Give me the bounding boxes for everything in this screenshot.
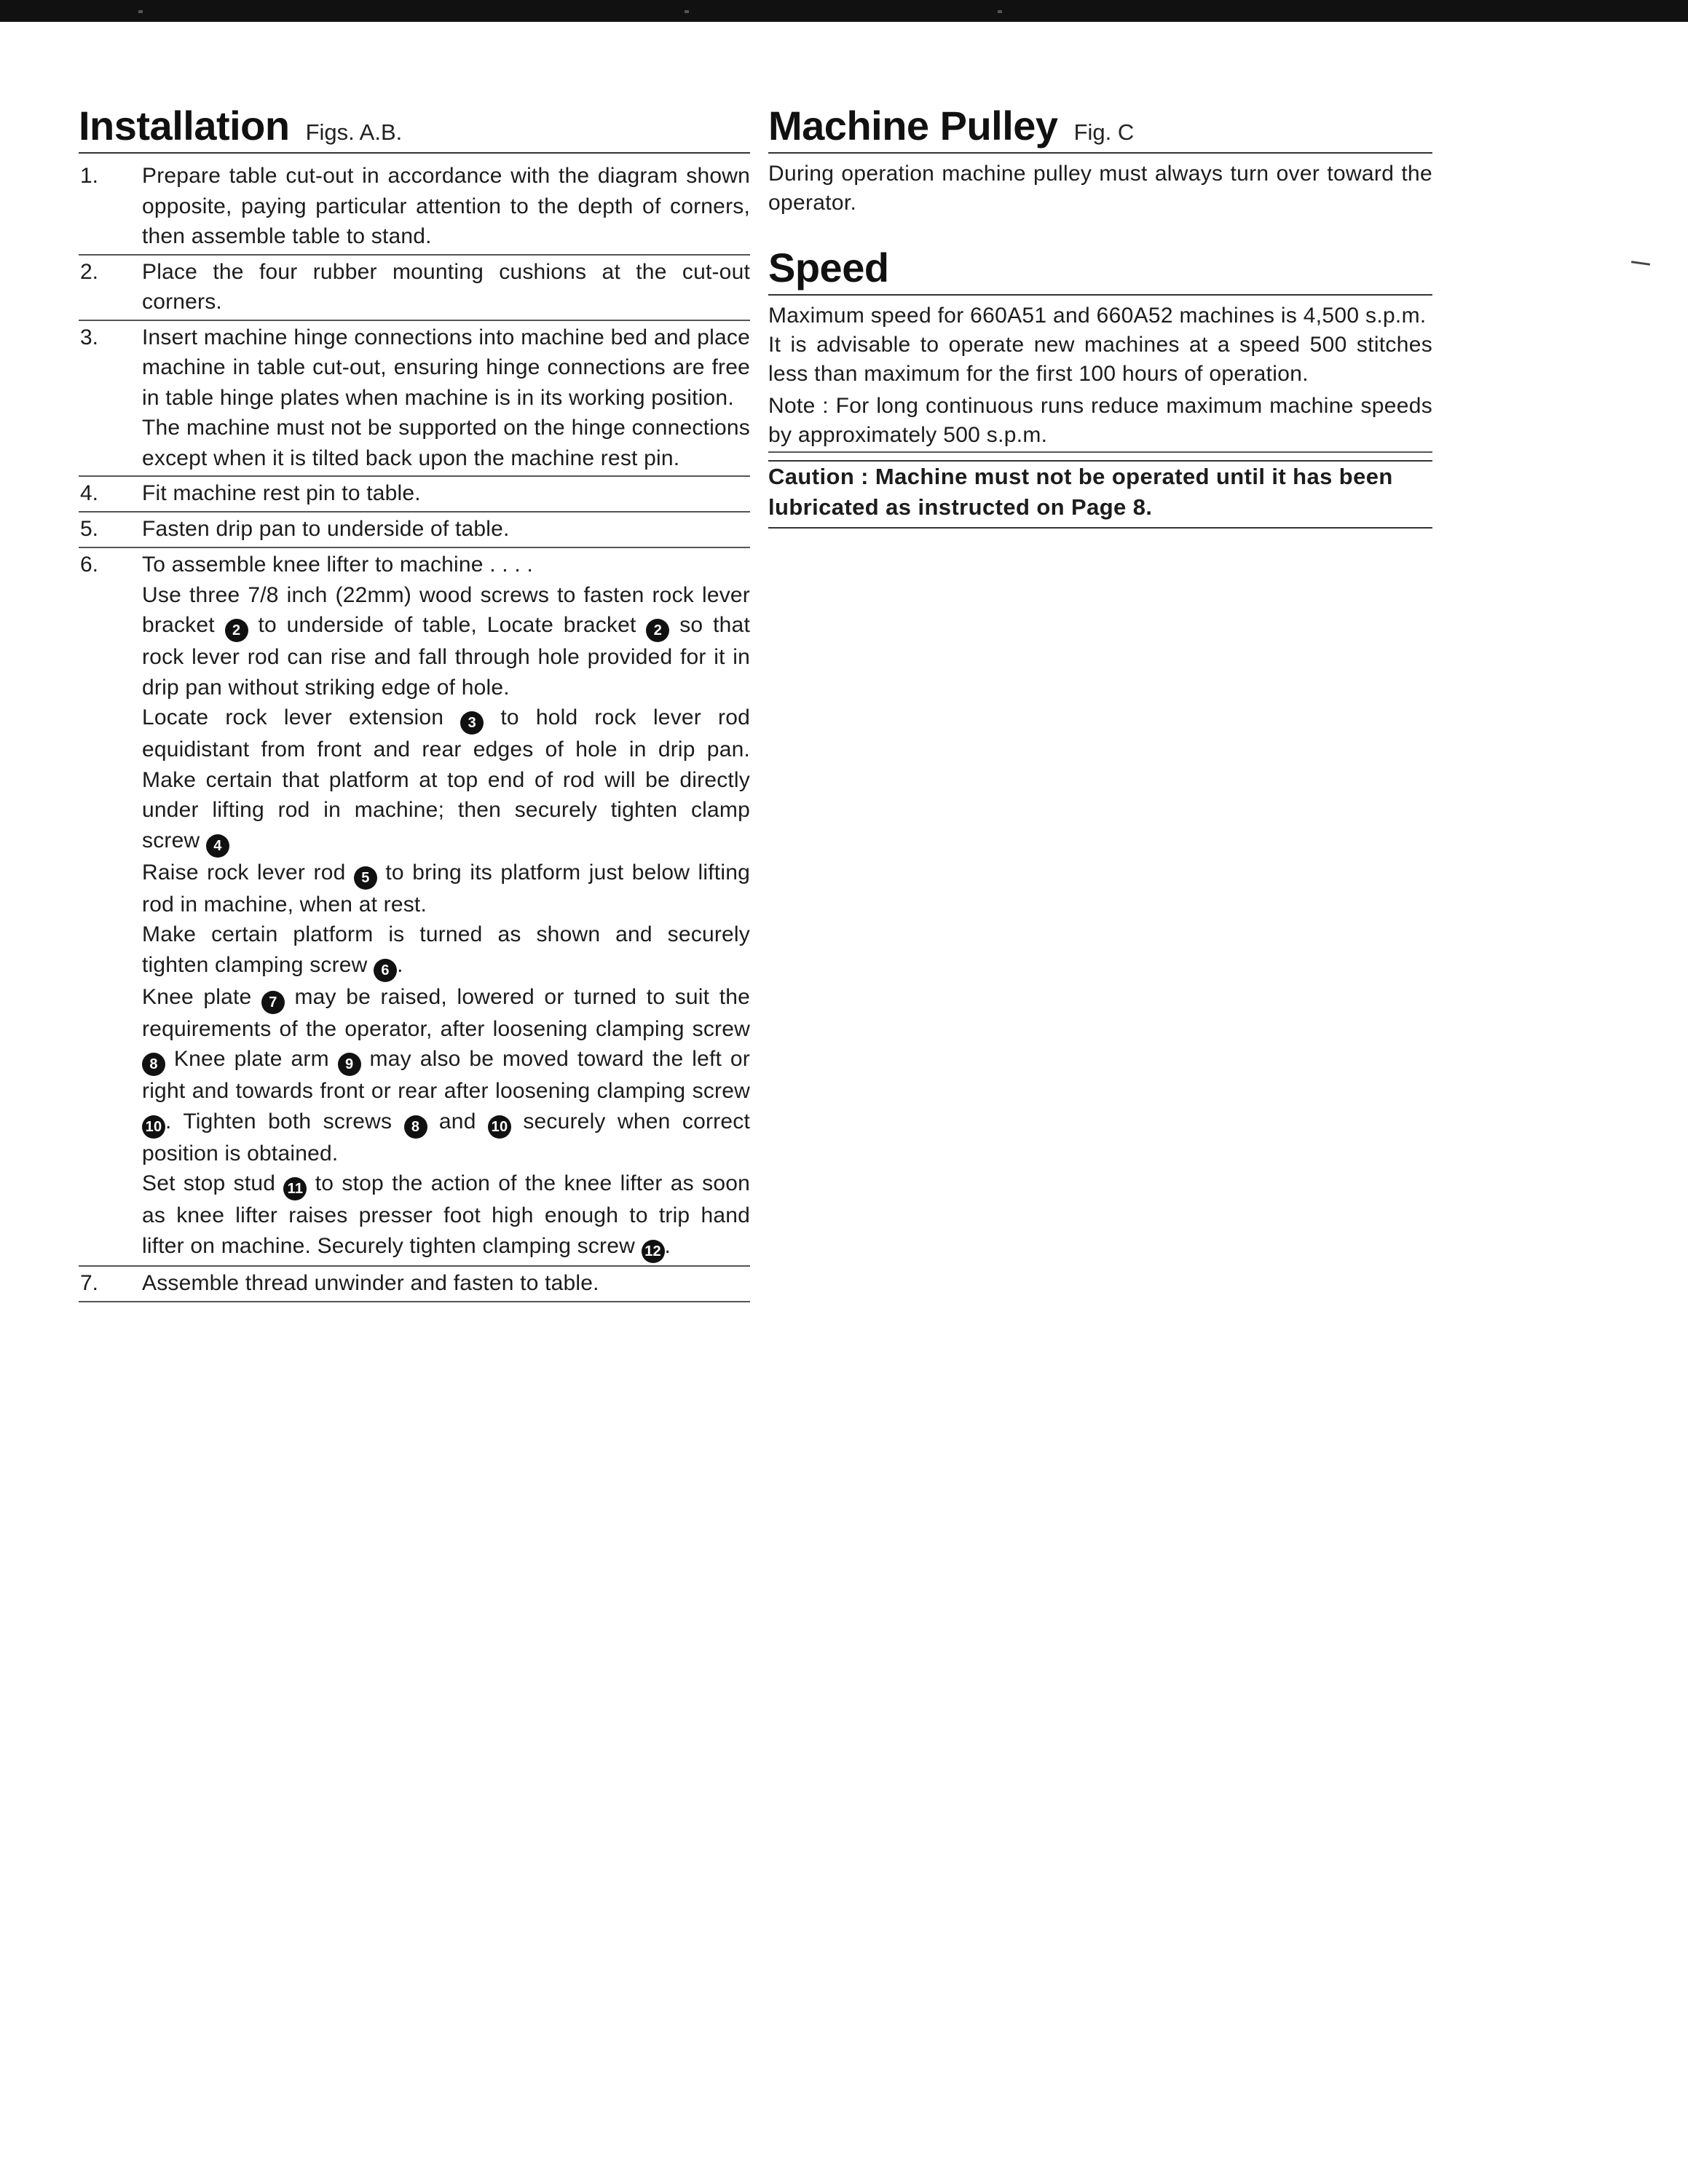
callout-4: 4 — [206, 834, 229, 858]
item-number: 3. — [80, 325, 99, 349]
list-item — [79, 477, 750, 513]
list-item — [79, 1267, 750, 1302]
installation-fig-ref: Figs. A.B. — [305, 119, 403, 145]
right-column — [768, 102, 1432, 529]
callout-9: 9 — [338, 1053, 361, 1076]
speed-max-text: Maximum speed for 660A51 and 660A52 machines is 4,500 s.p.m. — [768, 304, 1427, 328]
pulley-heading — [768, 102, 1432, 154]
callout-8: 8 — [404, 1115, 427, 1139]
item-number: 5. — [80, 517, 99, 541]
callout-6: 6 — [374, 959, 397, 982]
callout-10: 10 — [142, 1115, 165, 1139]
scan-speck — [685, 10, 689, 13]
item-text: Make certain platform is turned as shown and securely tighten clamping screw 6 . — [142, 919, 750, 982]
item-number: 7. — [80, 1270, 99, 1295]
speed-heading — [768, 244, 1432, 296]
item-text: Insert machine hinge connections into machine bed and place machine in table cut-out, ensuring hinge connections are free in table hinge plates when machine is in its working position. — [142, 325, 750, 410]
item-text: The machine must not be supported on the hinge connections except when it is tilted back upon the machine rest pin. — [142, 416, 750, 470]
item-text: Assemble thread unwinder and fasten to table. — [142, 1270, 599, 1295]
callout-3: 3 — [460, 711, 484, 735]
item-text: Knee plate 7 may be raised, lowered or turned to suit the requirements of the operator, after loosening clamping screw 8 Knee plate arm 9 may also be moved toward the left or right and towards front or rear after loosening clamping screw 10 . Tighten both screws 8 and 10 securely when correct position is obtained. — [142, 984, 751, 1166]
list-item — [79, 548, 750, 1267]
callout-10: 10 — [488, 1115, 511, 1139]
speed-new-machine-text: It is advisable to operate new machines at a speed 500 stitches less than maximum for the first 100 hours of operation. — [768, 333, 1432, 386]
callout-2: 2 — [646, 619, 669, 642]
speed-note: Note : For long continuous runs reduce maximum machine speeds by approximately 500 s.p.m. — [768, 392, 1432, 453]
pulley-title: Machine Pulley — [768, 103, 1058, 149]
item-text: Fasten drip pan to underside of table. — [142, 517, 510, 541]
callout-2: 2 — [225, 619, 248, 642]
item-number: 6. — [80, 553, 99, 577]
installation-section — [79, 102, 750, 1302]
pulley-text: During operation machine pulley must always turn over toward the operator. — [768, 162, 1432, 215]
item-text: Place the four rubber mounting cushions at the cut-out corners. — [142, 259, 750, 314]
lubrication-caution: Caution : Machine must not be operated until it has been lubricated as instructed on Page 8. — [768, 460, 1432, 529]
list-item — [79, 321, 750, 478]
item-text: Prepare table cut-out in accordance with the diagram shown opposite, paying particular attention to the depth of corners, then assemble table to stand. — [142, 164, 750, 248]
speed-title: Speed — [768, 245, 889, 290]
item-text: Set stop stud 11 to stop the action of the knee lifter as soon as knee lifter raises presser foot high enough to trip hand lifter on machine. Securely tighten clamping screw 12 . — [142, 1168, 750, 1263]
callout-7: 7 — [261, 991, 285, 1014]
scan-speck — [138, 10, 143, 13]
stray-mark — [1631, 261, 1650, 266]
list-item — [79, 513, 750, 548]
item-text: Locate rock lever extension 3 to hold rock lever rod equidistant from front and rear edges of hole in drip pan. Make certain that platform at top end of rod will be directly under lifting rod in machine; then securely tighten clamp screw 4 — [142, 703, 750, 858]
callout-12: 12 — [642, 1240, 665, 1263]
pulley-fig-ref: Fig. C — [1073, 119, 1135, 145]
item-text: Raise rock lever rod 5 to bring its platform just below lifting rod in machine, when at rest. — [142, 860, 750, 917]
item-text: To assemble knee lifter to machine . . . . — [142, 553, 533, 577]
installation-heading — [79, 102, 750, 154]
callout-5: 5 — [354, 866, 377, 890]
list-item — [79, 256, 750, 321]
list-item — [79, 159, 750, 256]
scan-speck — [998, 10, 1002, 13]
item-number: 1. — [80, 164, 99, 188]
item-number: 2. — [80, 259, 99, 284]
item-text: Use three 7/8 inch (22mm) wood screws to fasten rock lever bracket 2 to underside of table, Locate bracket 2 so that rock lever rod can rise and fall through hole provided for it in drip pan without striking edge of hole. — [142, 582, 750, 700]
item-number: 4. — [80, 481, 99, 505]
callout-8: 8 — [142, 1053, 165, 1076]
installation-title: Installation — [79, 103, 290, 149]
callout-11: 11 — [283, 1177, 307, 1200]
scan-border — [0, 0, 1688, 22]
item-text: Fit machine rest pin to table. — [142, 481, 421, 505]
